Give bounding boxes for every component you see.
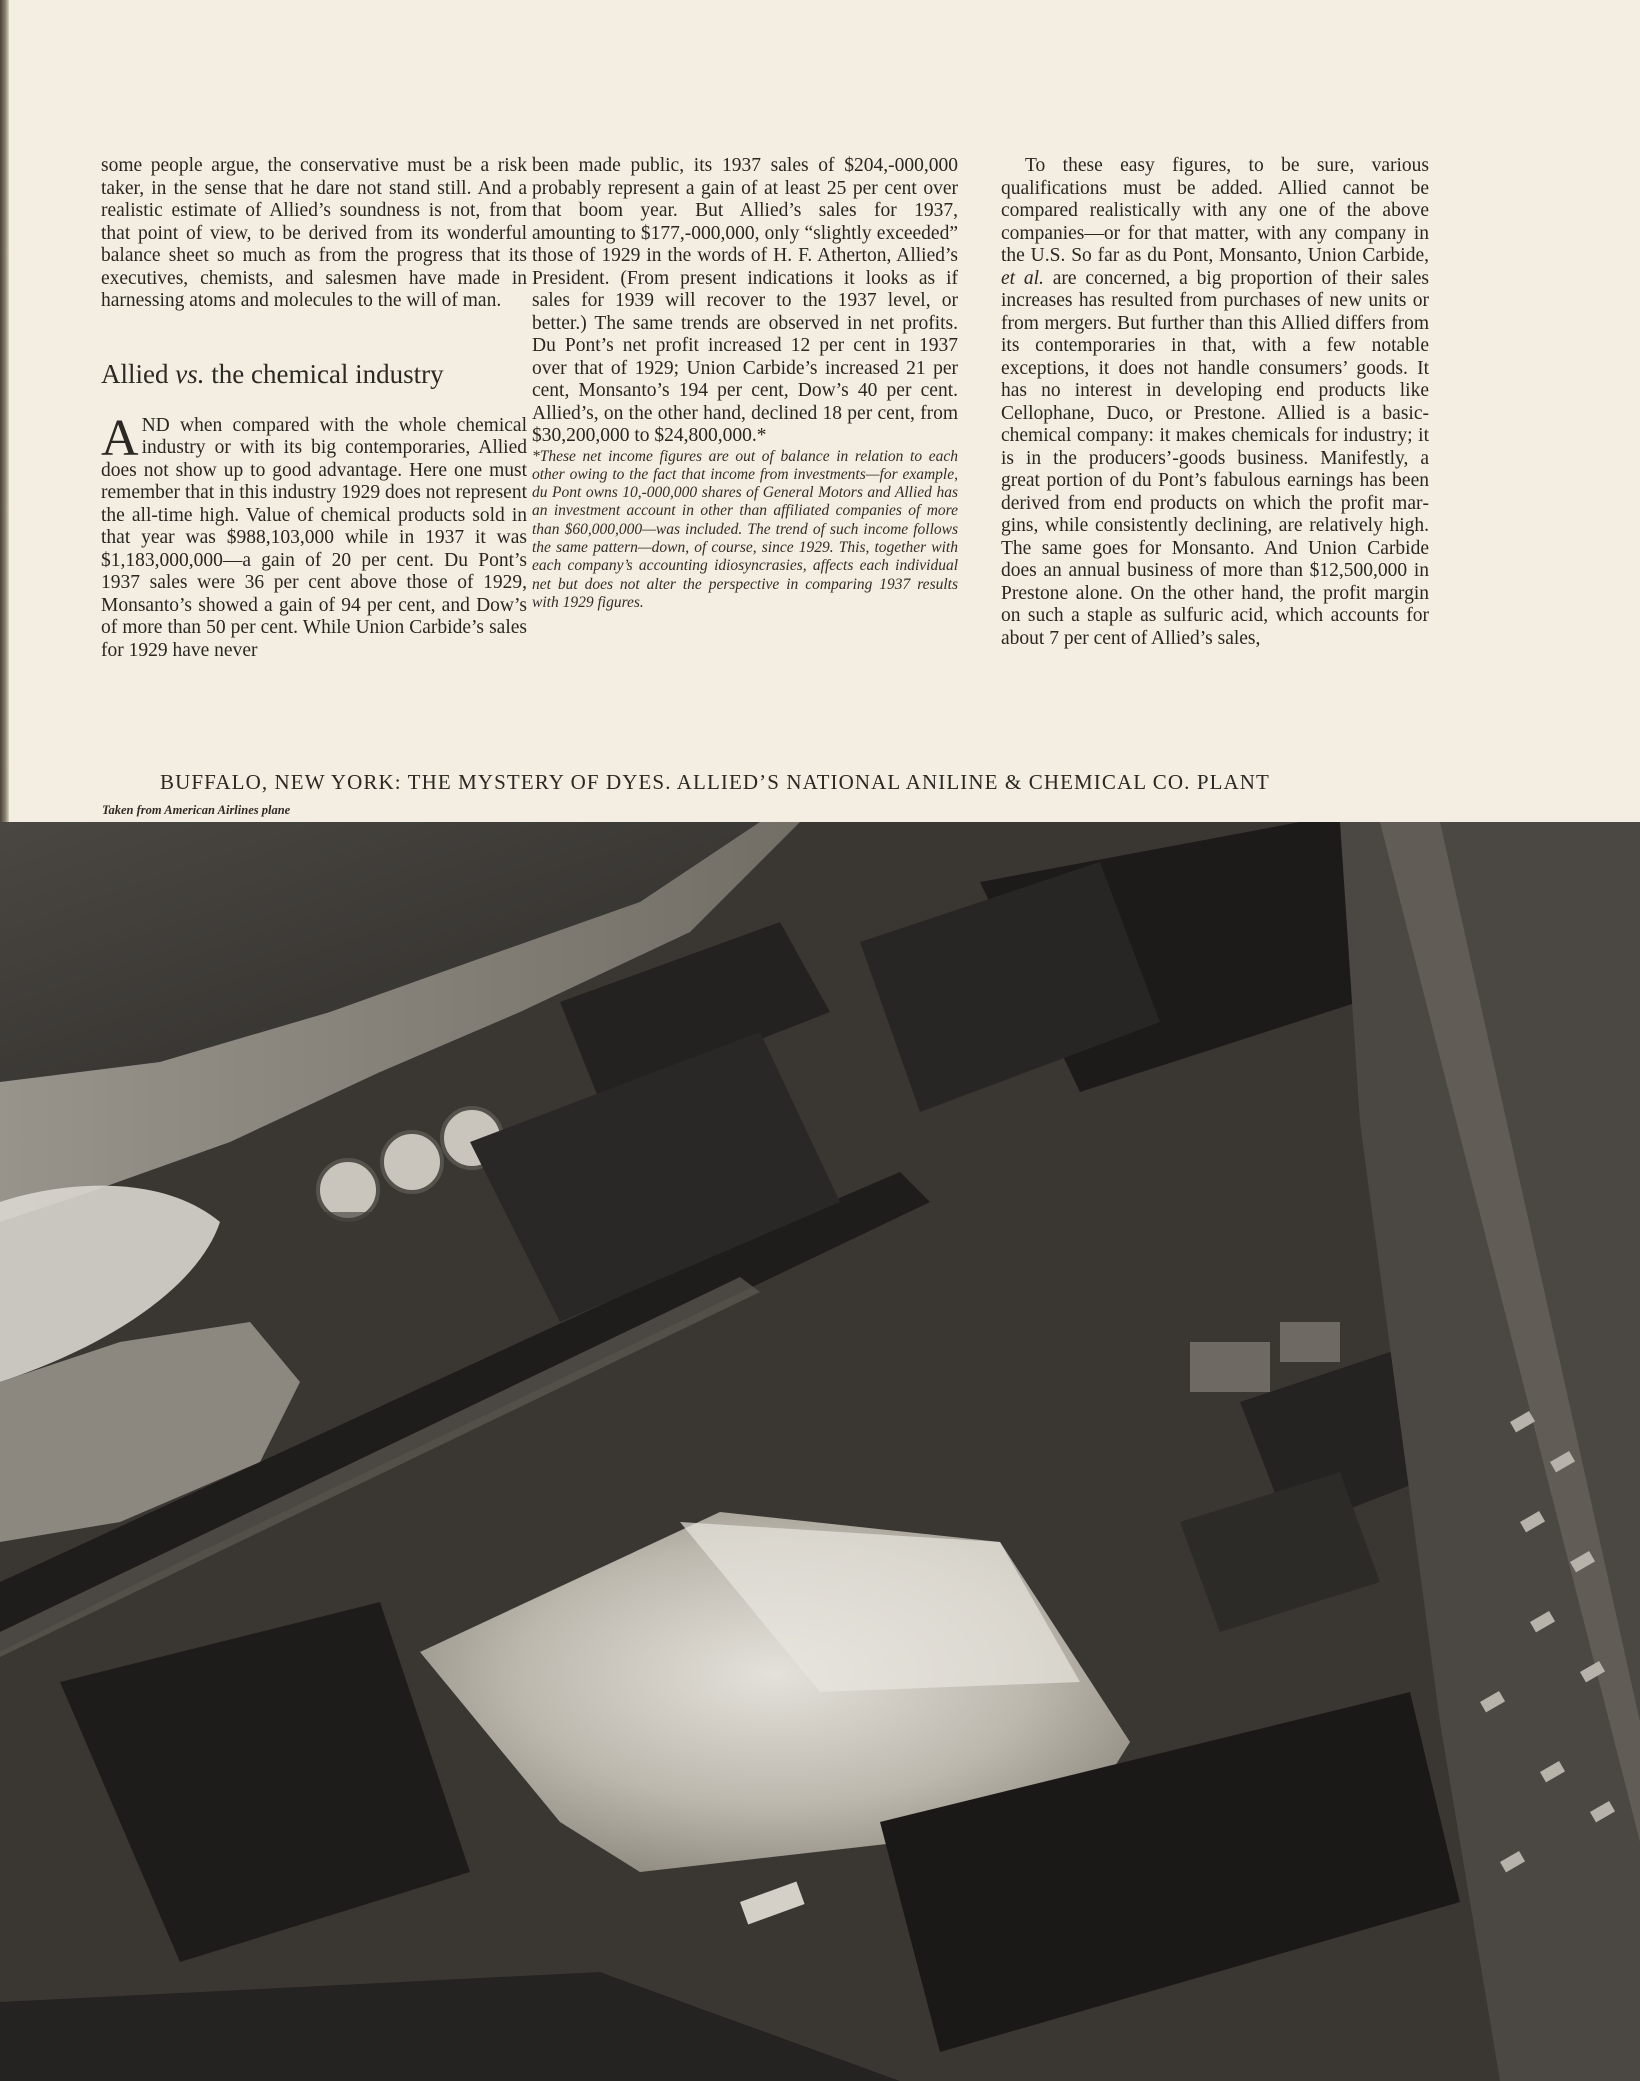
subhead-text: the chemical industry — [204, 358, 444, 389]
article-column-1 — [101, 155, 527, 662]
body-paragraph: some people argue, the conservative must be a risk taker, in the sense that he dare not stand still. And a realistic estimate of Allied’s soundness is not, from that point of view, to be derived from its wonderful balance sheet so much as from the progress that its executives, chemists, and salesmen have made in harnessing atoms and molecules to the will of man. — [101, 155, 527, 311]
body-paragraph — [1001, 155, 1429, 650]
photo-credit: Taken from American Airlines plane — [102, 803, 291, 817]
aerial-plant-photo — [0, 822, 1640, 2081]
body-paragraph — [101, 409, 527, 663]
subhead-italic: vs. — [175, 358, 205, 389]
article-column-2 — [532, 155, 958, 612]
paragraph-italic: et al. — [1001, 267, 1044, 289]
section-subhead — [101, 359, 527, 389]
paragraph-text: are concerned, a big proportion of their sales increases has resulted from purchases of new units or from mergers. But further than this Allied differs from its contemporaries in that, with a few notable exceptions, it does not handle consumers’ goods. It has no interest in developing end products like Cellophane, Duco, or Prestone. Allied is a basic-chemical company: it makes chemicals for industry; it is in the producers’-goods business. Manifestly, a great portion of du Pont’s fabulous earnings has been derived from end products on which the profit margins, while consistently declining, are relatively high. The same goes for Monsanto. And Union Carbide does an annual business of more than $12,500,000 in Prestone alone. On the other hand, the profit margin on such a staple as sulfuric acid, which accounts for about 7 per cent of Allied’s sales, — [1001, 267, 1429, 649]
paragraph-text: To these easy figures, to be sure, various qualifications must be added. Allied cannot be compared realistically with any one of the above companies—or for that matter, with any company in the U.S. So far as du Pont, Monsanto, Union Carbide, — [1001, 155, 1429, 266]
photo-caption: BUFFALO, NEW YORK: THE MYSTERY OF DYES. ALLIED’S NATIONAL ANILINE & CHEMICAL CO. PLANT — [160, 770, 1270, 794]
drop-cap: A — [101, 409, 139, 467]
body-paragraph: been made public, its 1937 sales of $204,-000,000 probably represent a gain of at least 25 per cent over that boom year. But Allied’s sales for 1937, amounting to $177,-000,000, only “slightly exceeded” those of 1929 in the words of H. F. Atherton, Allied’s President. (From present indications it looks as if sales for 1939 will recover to the 1937 level, or better.) The same trends are observed in net profits. Du Pont’s net profit increased 12 per cent in 1937 over that of 1929; Union Carbide’s increased 21 per cent, Monsanto’s 194 per cent, Dow’s 40 per cent. Allied’s, on the other hand, declined 18 per cent, from $30,200,000 to $24,800,000.* — [532, 155, 958, 446]
paragraph-text: ND when compared with the whole chemical industry or with its big contemporaries, Allied does not show up to good advantage. Here one must remember that in this industry 1929 does not represent the all-time high. Value of chemical products sold in that year was $988,103,000 while in 1937 it was $1,183,000,000—a gain of 20 per cent. Du Pont’s 1937 sales were 36 per cent above those of 1929, Monsanto’s showed a gain of 94 per cent, and Dow’s of more than 50 per cent. While Union Carbide’s sales for 1929 have never — [101, 414, 527, 661]
aerial-plant-illustration — [0, 822, 1640, 2081]
footnote: *These net income figures are out of balance in relation to each other owing to the fact that income from investments—for example, du Pont owns 10,-000,000 shares of General Motors and Allied has an investment account in other than affiliated companies of more than $60,000,000—was included. The trend of such income follows the same pattern—down, of course, since 1929. This, together with each company’s accounting idiosyncrasies, affects each individual net but does not alter the perspective in comparing 1937 results with 1929 figures. — [532, 447, 958, 611]
page-binding-edge — [0, 0, 9, 830]
subhead-text: Allied — [101, 358, 176, 389]
article-column-3 — [1001, 155, 1429, 650]
